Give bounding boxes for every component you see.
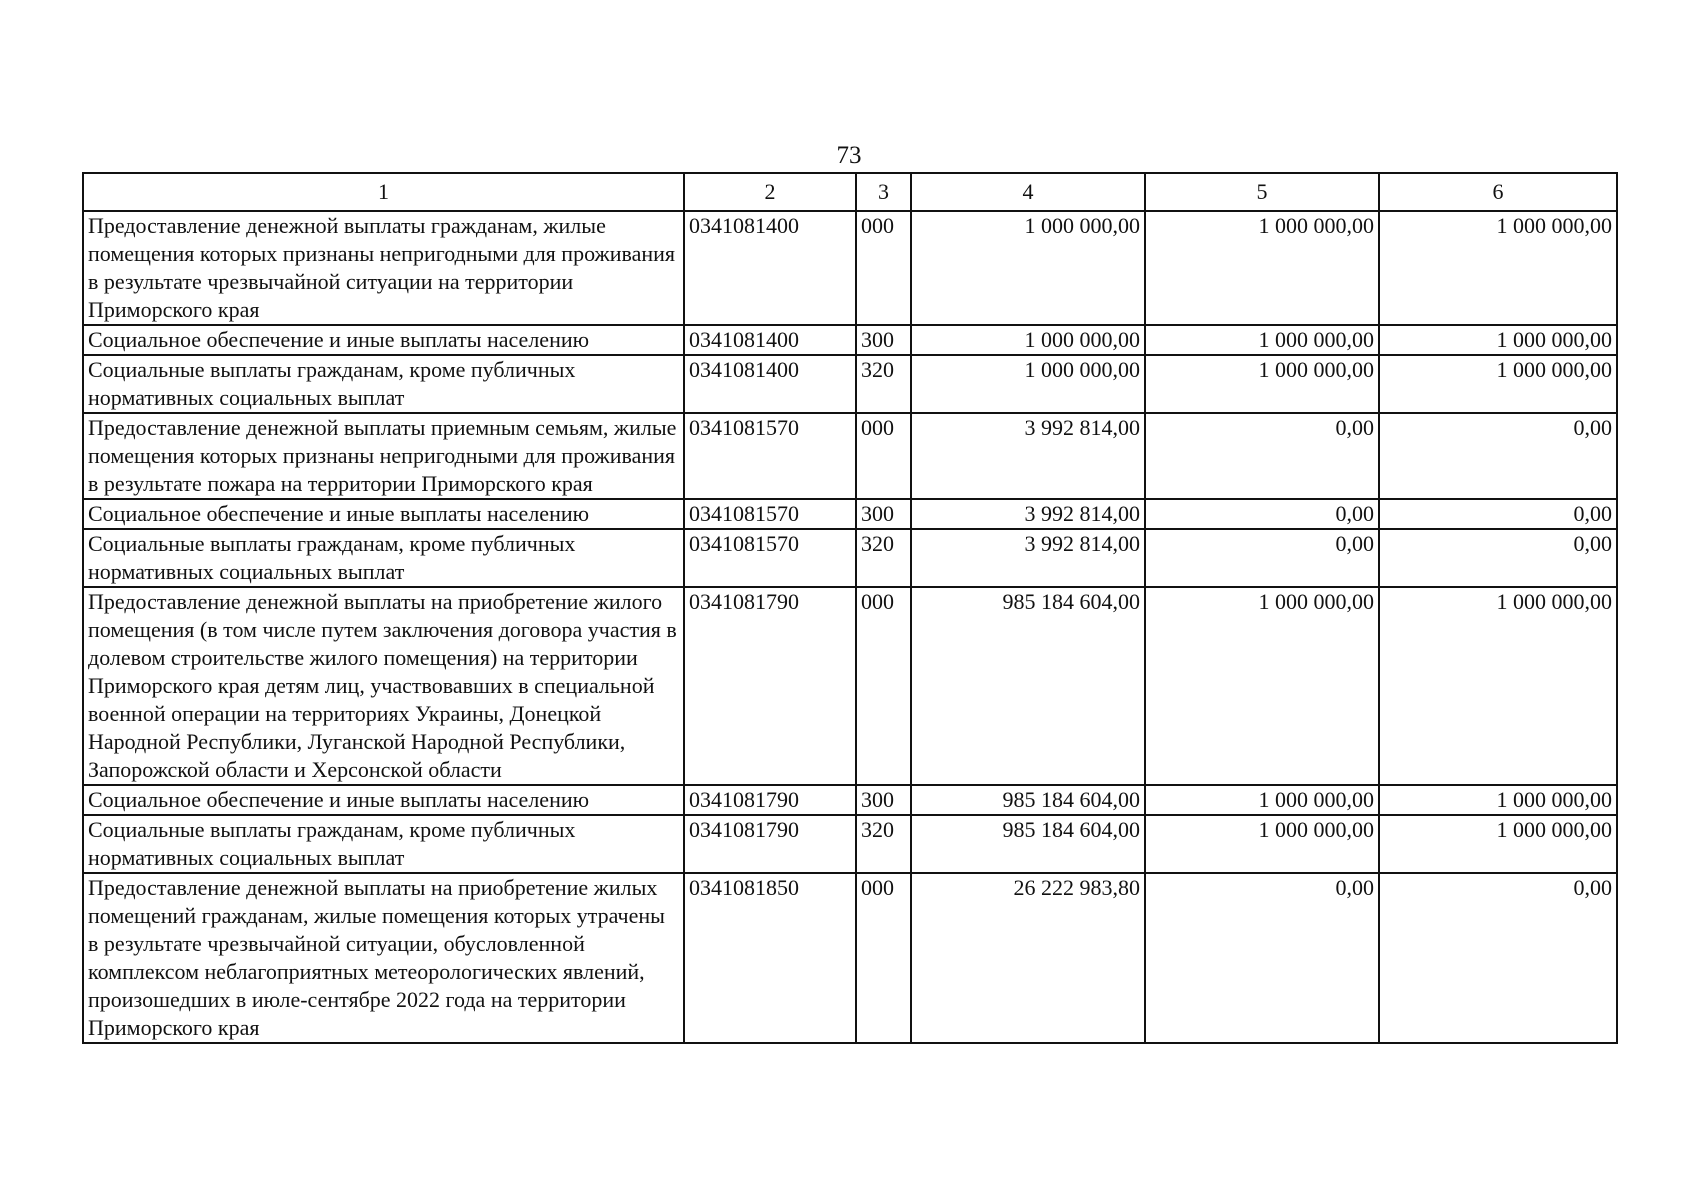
budget-table bbox=[82, 172, 1618, 1044]
row-expense-type-cell: 300 bbox=[856, 785, 911, 815]
row-amount-year1-cell: 985 184 604,00 bbox=[911, 815, 1145, 873]
row-amount-year3-cell: 1 000 000,00 bbox=[1379, 211, 1617, 325]
table-row bbox=[83, 587, 1617, 785]
row-amount-year1-cell: 985 184 604,00 bbox=[911, 587, 1145, 785]
row-expense-type-cell: 000 bbox=[856, 587, 911, 785]
row-expense-type-cell: 320 bbox=[856, 815, 911, 873]
row-name-cell: Предоставление денежной выплаты гражданам, жилые помещения которых признаны непригодными для проживания в результате чрезвычайной ситуации на территории Приморского края bbox=[83, 211, 684, 325]
row-expense-type-cell: 000 bbox=[856, 413, 911, 499]
row-amount-year3-cell: 1 000 000,00 bbox=[1379, 325, 1617, 355]
row-target-code-cell: 0341081790 bbox=[684, 587, 856, 785]
row-amount-year2-cell: 1 000 000,00 bbox=[1145, 587, 1379, 785]
column-header: 3 bbox=[856, 173, 911, 211]
table-row bbox=[83, 355, 1617, 413]
row-expense-type-cell: 320 bbox=[856, 355, 911, 413]
row-amount-year1-cell: 3 992 814,00 bbox=[911, 499, 1145, 529]
column-header: 6 bbox=[1379, 173, 1617, 211]
row-amount-year2-cell: 0,00 bbox=[1145, 873, 1379, 1043]
row-amount-year2-cell: 1 000 000,00 bbox=[1145, 325, 1379, 355]
row-target-code-cell: 0341081850 bbox=[684, 873, 856, 1043]
row-name-cell: Предоставление денежной выплаты приемным семьям, жилые помещения которых признаны непригодными для проживания в результате пожара на территории Приморского края bbox=[83, 413, 684, 499]
row-expense-type-cell: 000 bbox=[856, 873, 911, 1043]
row-amount-year2-cell: 0,00 bbox=[1145, 529, 1379, 587]
header-row bbox=[83, 173, 1617, 211]
row-amount-year1-cell: 985 184 604,00 bbox=[911, 785, 1145, 815]
row-expense-type-cell: 320 bbox=[856, 529, 911, 587]
row-amount-year1-cell: 1 000 000,00 bbox=[911, 211, 1145, 325]
row-amount-year3-cell: 1 000 000,00 bbox=[1379, 587, 1617, 785]
row-amount-year2-cell: 0,00 bbox=[1145, 499, 1379, 529]
row-amount-year2-cell: 1 000 000,00 bbox=[1145, 815, 1379, 873]
table-row bbox=[83, 815, 1617, 873]
row-name-cell: Социальное обеспечение и иные выплаты населению bbox=[83, 785, 684, 815]
row-target-code-cell: 0341081570 bbox=[684, 529, 856, 587]
column-header: 4 bbox=[911, 173, 1145, 211]
column-header: 1 bbox=[83, 173, 684, 211]
row-target-code-cell: 0341081570 bbox=[684, 499, 856, 529]
column-header: 2 bbox=[684, 173, 856, 211]
row-amount-year2-cell: 1 000 000,00 bbox=[1145, 785, 1379, 815]
row-name-cell: Социальное обеспечение и иные выплаты населению bbox=[83, 325, 684, 355]
row-expense-type-cell: 300 bbox=[856, 499, 911, 529]
table-row bbox=[83, 499, 1617, 529]
row-amount-year3-cell: 1 000 000,00 bbox=[1379, 815, 1617, 873]
row-expense-type-cell: 300 bbox=[856, 325, 911, 355]
table-body bbox=[83, 211, 1617, 1043]
row-name-cell: Социальные выплаты гражданам, кроме публичных нормативных социальных выплат bbox=[83, 529, 684, 587]
row-target-code-cell: 0341081400 bbox=[684, 325, 856, 355]
row-amount-year1-cell: 3 992 814,00 bbox=[911, 529, 1145, 587]
row-target-code-cell: 0341081790 bbox=[684, 815, 856, 873]
row-amount-year3-cell: 0,00 bbox=[1379, 529, 1617, 587]
row-name-cell: Предоставление денежной выплаты на приобретение жилых помещений гражданам, жилые помещения которых утрачены в результате чрезвычайной ситуации, обусловленной комплексом неблагоприятных метеорологических явлений, произошедших в июле-сентябре 2022 года на территории Приморского края bbox=[83, 873, 684, 1043]
column-header: 5 bbox=[1145, 173, 1379, 211]
table-row bbox=[83, 873, 1617, 1043]
row-name-cell: Социальное обеспечение и иные выплаты населению bbox=[83, 499, 684, 529]
row-amount-year1-cell: 1 000 000,00 bbox=[911, 355, 1145, 413]
row-amount-year3-cell: 0,00 bbox=[1379, 413, 1617, 499]
row-target-code-cell: 0341081400 bbox=[684, 355, 856, 413]
table-row bbox=[83, 413, 1617, 499]
row-name-cell: Социальные выплаты гражданам, кроме публичных нормативных социальных выплат bbox=[83, 355, 684, 413]
table-row bbox=[83, 529, 1617, 587]
row-amount-year3-cell: 1 000 000,00 bbox=[1379, 355, 1617, 413]
row-amount-year1-cell: 3 992 814,00 bbox=[911, 413, 1145, 499]
row-amount-year2-cell: 1 000 000,00 bbox=[1145, 211, 1379, 325]
table-row bbox=[83, 325, 1617, 355]
table-row bbox=[83, 211, 1617, 325]
row-amount-year2-cell: 0,00 bbox=[1145, 413, 1379, 499]
row-amount-year1-cell: 1 000 000,00 bbox=[911, 325, 1145, 355]
row-amount-year3-cell: 0,00 bbox=[1379, 499, 1617, 529]
table-row bbox=[83, 785, 1617, 815]
row-amount-year2-cell: 1 000 000,00 bbox=[1145, 355, 1379, 413]
row-expense-type-cell: 000 bbox=[856, 211, 911, 325]
row-amount-year3-cell: 1 000 000,00 bbox=[1379, 785, 1617, 815]
row-amount-year3-cell: 0,00 bbox=[1379, 873, 1617, 1043]
row-name-cell: Социальные выплаты гражданам, кроме публичных нормативных социальных выплат bbox=[83, 815, 684, 873]
row-target-code-cell: 0341081400 bbox=[684, 211, 856, 325]
row-amount-year1-cell: 26 222 983,80 bbox=[911, 873, 1145, 1043]
row-target-code-cell: 0341081790 bbox=[684, 785, 856, 815]
row-name-cell: Предоставление денежной выплаты на приобретение жилого помещения (в том числе путем заключения договора участия в долевом строительстве жилого помещения) на территории Приморского края детям лиц, участвовавших в специальной военной операции на территориях Украины, Донецкой Народной Республики, Луганской Народной Республики, Запорожской области и Херсонской области bbox=[83, 587, 684, 785]
row-target-code-cell: 0341081570 bbox=[684, 413, 856, 499]
page-number: 73 bbox=[836, 142, 862, 169]
